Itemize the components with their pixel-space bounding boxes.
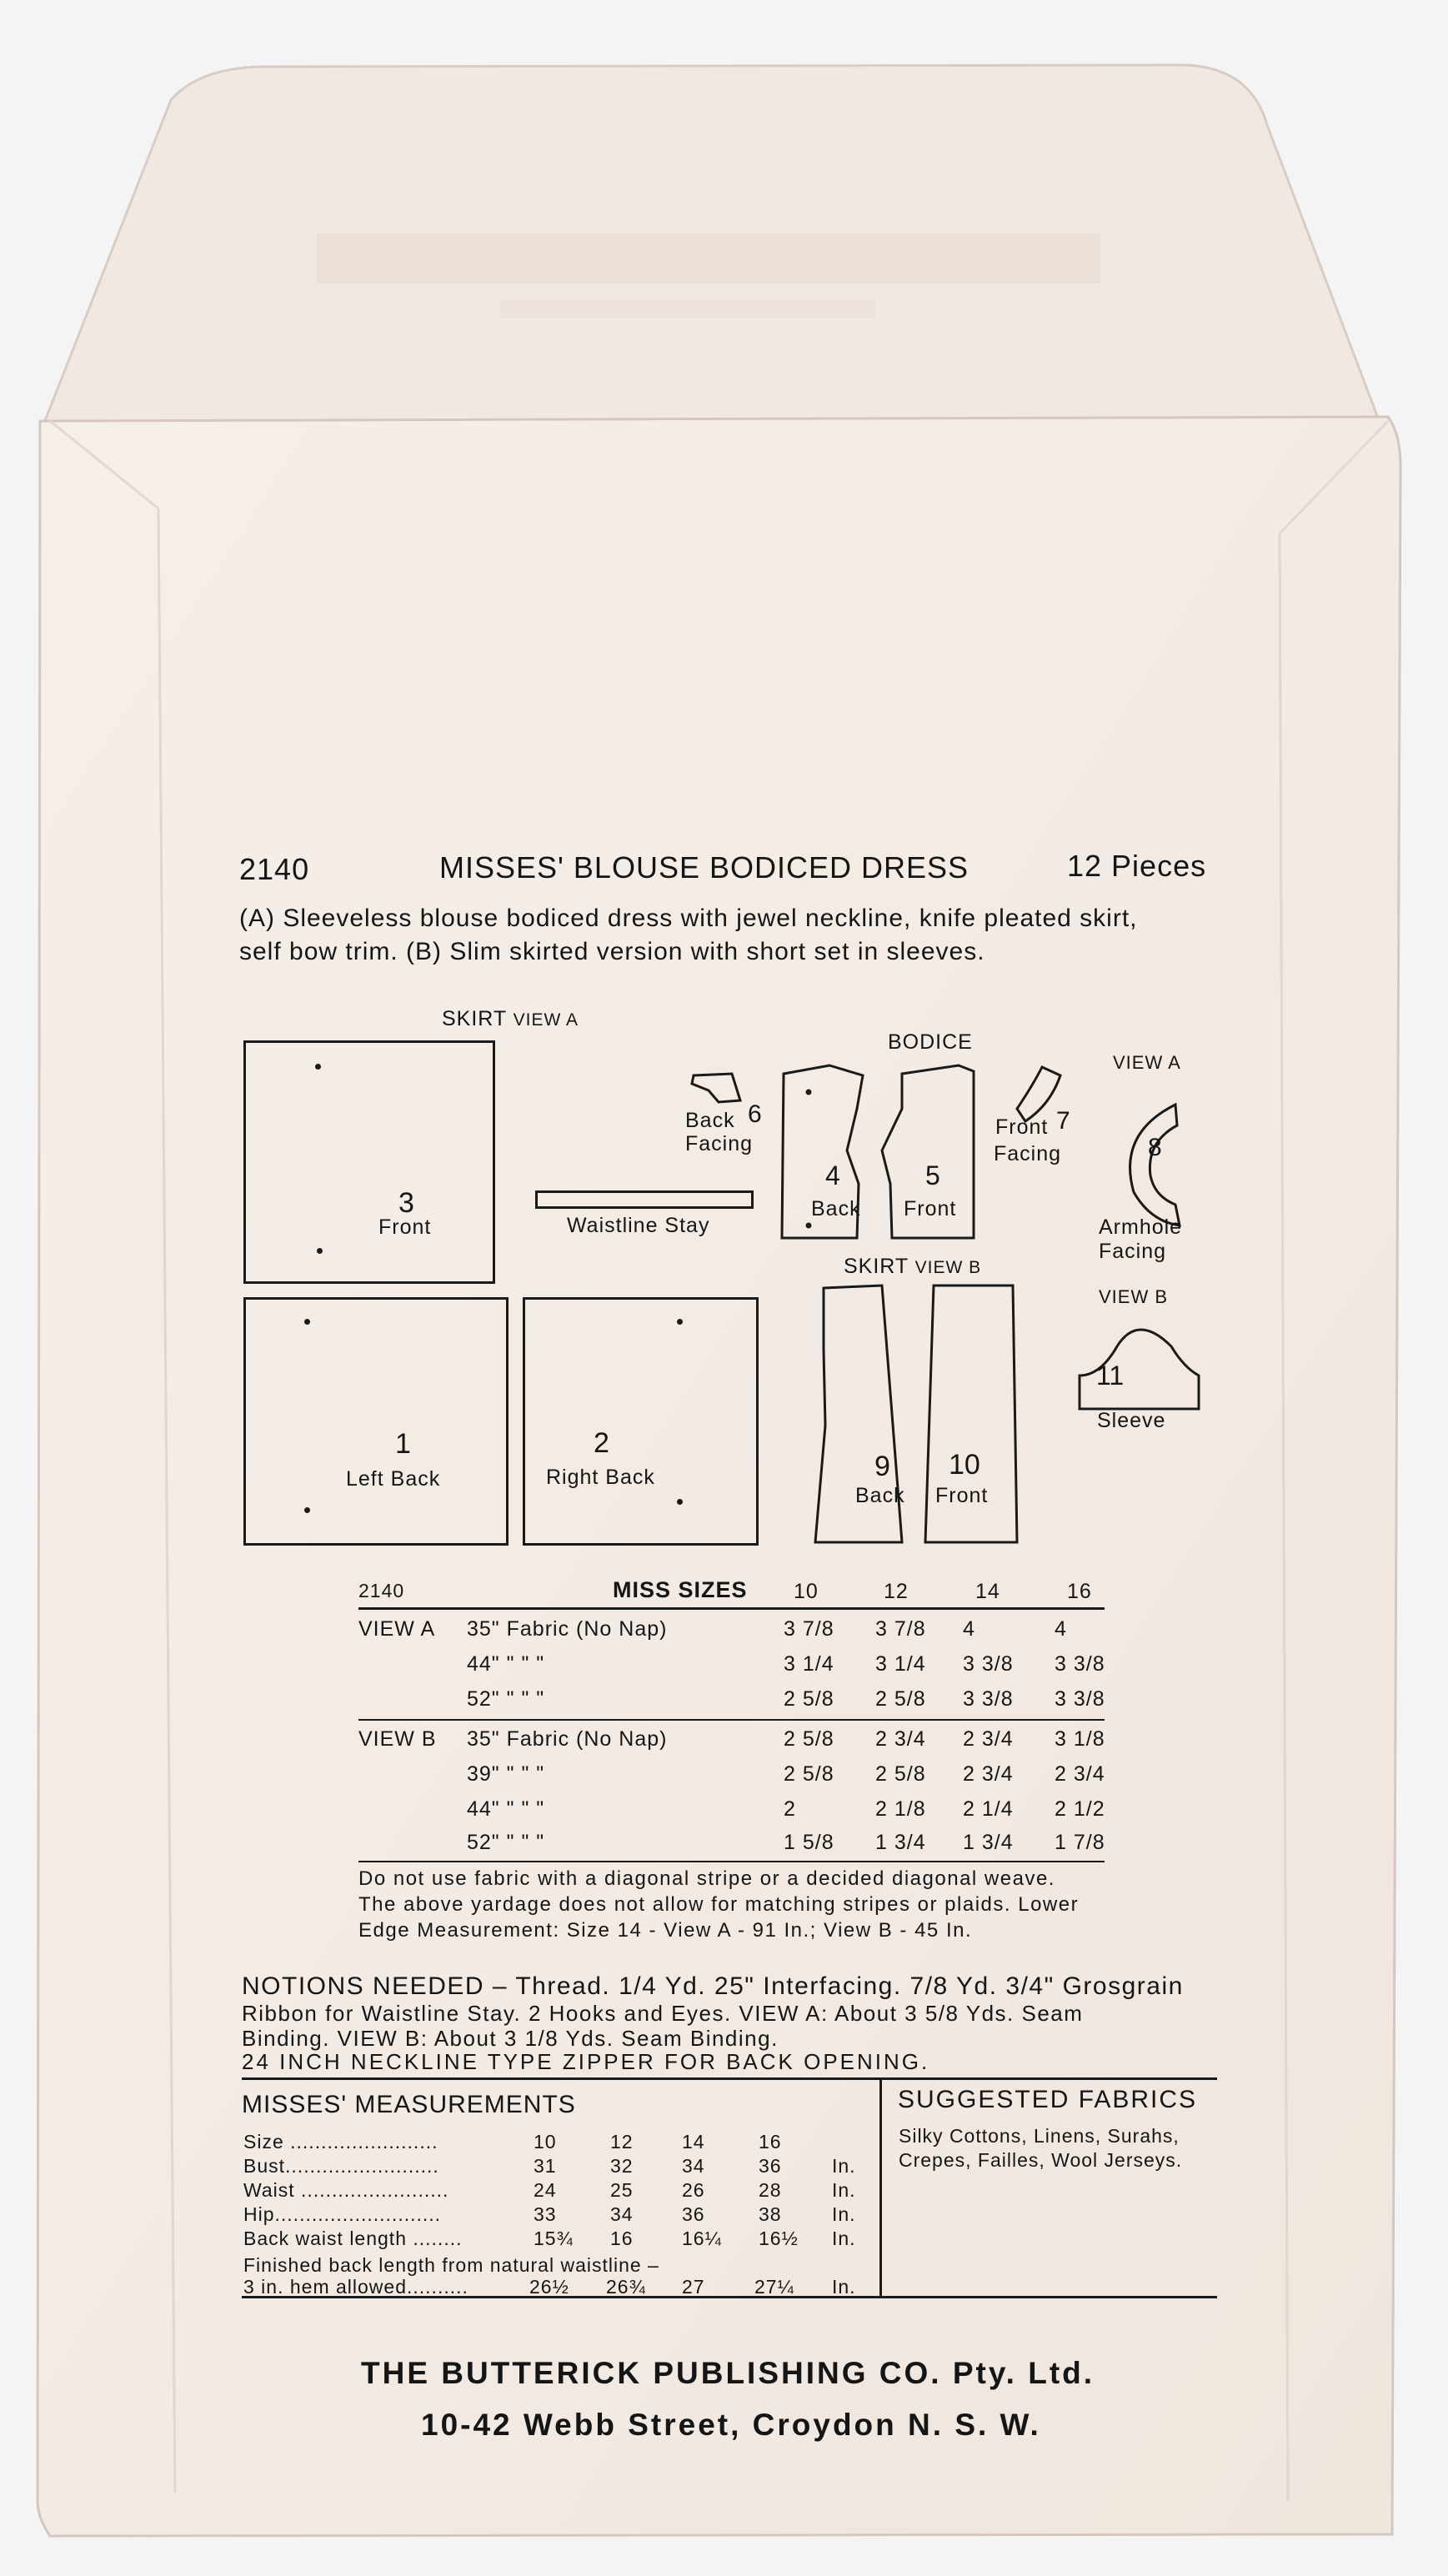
piece-name: Front [378,1215,432,1239]
marker-dot [304,1319,310,1325]
size-header: 12 [884,1580,909,1603]
piece-number: 11 [1096,1361,1125,1391]
fabric-width: 35" Fabric (No Nap) [467,1727,668,1751]
piece-name: Sleeve [1097,1409,1166,1432]
measurement-unit: In. [832,2228,856,2249]
measurement-value: 10 [534,2131,557,2153]
table-title: MISS SIZES [613,1577,748,1602]
piece-name: Back [855,1484,905,1507]
view-a-row-label: VIEW A [358,1617,436,1641]
yardage-value: 3 7/8 [784,1617,834,1641]
fabric-width: 52" " " " [467,1831,545,1854]
piece-number: 8 [1148,1134,1162,1161]
yardage-value: 3 7/8 [875,1617,926,1641]
measurement-value: 33 [534,2203,557,2225]
yardage-value: 1 3/4 [963,1831,1014,1854]
piece-name: Front [935,1484,989,1507]
piece-name: Back [685,1109,735,1132]
piece-name: Armhole [1099,1215,1183,1239]
fabric-width: 35" Fabric (No Nap) [467,1617,668,1641]
publisher-name: THE BUTTERICK PUBLISHING CO. Pty. Ltd. [361,2356,1095,2390]
view-a-label: VIEW A [1113,1052,1181,1073]
fabric-width: 44" " " " [467,1797,545,1821]
notions-line: 24 INCH NECKLINE TYPE ZIPPER FOR BACK OPENING. [242,2049,930,2074]
measurement-label: Size ........................ [243,2131,438,2153]
bodice-label: BODICE [888,1030,973,1054]
description-line: (A) Sleeveless blouse bodiced dress with jewel neckline, knife pleated skirt, [239,905,1138,932]
pattern-piece-6 [692,1074,740,1102]
yardage-value: 4 [963,1617,975,1641]
piece-number: 5 [925,1160,940,1190]
piece-name: Facing [685,1132,754,1155]
skirt-label: SKIRT [442,1007,507,1030]
measurement-value: 16 [759,2131,782,2153]
marker-dot [304,1507,310,1513]
piece-name: Facing [1099,1240,1167,1263]
measurement-value: 26¾ [606,2276,646,2298]
fabric-width: 52" " " " [467,1687,545,1711]
piece-name: Front [995,1115,1049,1139]
yardage-value: 3 3/8 [1055,1687,1105,1711]
measurement-value: 12 [610,2131,634,2153]
finished-length-label: Finished back length from natural waistline – [243,2254,659,2276]
publisher-address: 10-42 Webb Street, Croydon N. S. W. [421,2408,1041,2442]
yardage-value: 4 [1055,1617,1067,1641]
yardage-value: 2 1/4 [963,1797,1014,1821]
yardage-value: 3 1/8 [1055,1727,1105,1751]
measurements-title: MISSES' MEASUREMENTS [242,2091,576,2118]
yardage-value: 3 1/4 [875,1652,926,1676]
notions-line: Ribbon for Waistline Stay. 2 Hooks and Eyes. VIEW A: About 3 5/8 Yds. Seam [242,2001,1084,2026]
measurement-unit: In. [832,2276,856,2298]
finished-length-label: 3 in. hem allowed.......... [243,2276,468,2298]
yardage-value: 3 3/8 [1055,1652,1105,1676]
piece-number: 2 [594,1427,609,1459]
piece-number: 4 [825,1160,840,1190]
table-top-rule [358,1607,1105,1610]
measurement-value: 24 [534,2179,557,2201]
skirt-view-a-label [442,1007,579,1031]
size-header: 10 [794,1580,819,1603]
measurement-value: 36 [759,2155,782,2177]
measurement-value: 32 [610,2155,634,2177]
yardage-value: 3 1/4 [784,1652,834,1676]
measurement-label: Back waist length ........ [243,2228,463,2249]
notions-line: Binding. VIEW B: About 3 1/8 Yds. Seam Binding. [242,2026,779,2051]
yardage-value: 2 3/4 [963,1727,1014,1751]
piece-number: 6 [748,1100,762,1128]
marker-dot [677,1499,683,1505]
measurement-value: 27¼ [754,2276,794,2298]
measurement-value: 16¼ [682,2228,722,2249]
yardage-value: 2 5/8 [875,1687,926,1711]
fabric-width: 39" " " " [467,1762,545,1786]
pattern-number: 2140 [239,852,310,886]
yardage-value: 3 3/8 [963,1652,1014,1676]
fabrics-line: Silky Cottons, Linens, Surahs, [899,2125,1180,2147]
pattern-title: MISSES' BLOUSE BODICED DRESS [439,850,970,885]
yardage-value: 2 1/8 [875,1797,926,1821]
measurement-value: 34 [682,2155,705,2177]
yardage-value: 2 3/4 [963,1762,1014,1786]
measurement-value: 26½ [529,2276,569,2298]
table-divider [358,1861,1105,1862]
table-code: 2140 [358,1580,405,1601]
yardage-note-line: Do not use fabric with a diagonal stripe or a decided diagonal weave. [358,1867,1055,1890]
piece-name: Front [904,1197,957,1220]
piece-number: 10 [949,1449,980,1481]
yardage-value: 1 3/4 [875,1831,926,1854]
pattern-piece-8 [1130,1105,1180,1225]
size-header: 14 [975,1580,1000,1603]
pattern-piece-3 [243,1040,495,1284]
yardage-value: 2 [784,1797,796,1821]
measurement-value: 25 [610,2179,634,2201]
fabrics-title: SUGGESTED FABRICS [898,2086,1198,2113]
yardage-value: 2 5/8 [875,1762,926,1786]
yardage-value: 2 3/4 [875,1727,926,1751]
measurements-column-divider [879,2079,882,2298]
skirt-label: SKIRT [844,1255,909,1278]
table-divider [358,1719,1105,1721]
measurement-value: 28 [759,2179,782,2201]
measurement-value: 34 [610,2203,634,2225]
measurement-value: 38 [759,2203,782,2225]
measurement-value: 27 [682,2276,705,2298]
measurement-unit: In. [832,2203,856,2225]
measurement-value: 26 [682,2179,705,2201]
measurement-label: Waist ........................ [243,2179,449,2201]
measurement-value: 15¾ [534,2228,574,2249]
view-label: VIEW B [914,1258,982,1277]
measurements-top-rule [242,2077,1217,2080]
view-b-row-label: VIEW B [358,1727,437,1751]
measurement-value: 16 [610,2228,634,2249]
yardage-value: 1 5/8 [784,1831,834,1854]
piece-number: 9 [874,1451,890,1482]
pattern-piece-7 [1017,1067,1060,1121]
piece-name: Left Back [346,1467,441,1491]
piece-number: 3 [398,1187,414,1219]
yardage-note-line: Edge Measurement: Size 14 - View A - 91 In.; View B - 45 In. [358,1919,973,1942]
piece-number: 7 [1056,1107,1070,1135]
piece-count: 12 Pieces [1067,849,1207,883]
measurement-label: Bust......................... [243,2155,439,2177]
measurement-value: 16½ [759,2228,799,2249]
yardage-value: 3 3/8 [963,1687,1014,1711]
marker-dot [317,1248,323,1254]
piece-name: Back [811,1197,861,1220]
measurement-value: 31 [534,2155,557,2177]
measurement-value: 36 [682,2203,705,2225]
yardage-note-line: The above yardage does not allow for matching stripes or plaids. Lower [358,1893,1080,1916]
yardage-value: 2 3/4 [1055,1762,1105,1786]
yardage-value: 2 1/2 [1055,1797,1105,1821]
piece-name: Waistline Stay [567,1214,710,1237]
measurement-unit: In. [832,2155,856,2177]
fabric-width: 44" " " " [467,1652,545,1676]
piece-name: Right Back [546,1466,655,1489]
marker-dot [677,1319,683,1325]
measurement-label: Hip........................... [243,2203,442,2225]
piece-number: 1 [395,1428,411,1460]
yardage-value: 2 5/8 [784,1727,834,1751]
measurement-unit: In. [832,2179,856,2201]
piece-name: Facing [994,1142,1062,1165]
yardage-value: 2 5/8 [784,1687,834,1711]
fabrics-line: Crepes, Failles, Wool Jerseys. [899,2149,1183,2171]
description-line: self bow trim. (B) Slim skirted version with short set in sleeves. [239,938,985,965]
notions-line: NOTIONS NEEDED – Thread. 1/4 Yd. 25" Interfacing. 7/8 Yd. 3/4" Grosgrain [242,1972,1184,2000]
pattern-piece-1 [243,1297,509,1546]
measurement-value: 14 [682,2131,705,2153]
size-header: 16 [1067,1580,1092,1603]
yardage-value: 1 7/8 [1055,1831,1105,1854]
view-b-label: VIEW B [1099,1286,1169,1307]
view-label: VIEW A [513,1010,579,1030]
marker-dot [315,1064,321,1070]
yardage-value: 2 5/8 [784,1762,834,1786]
